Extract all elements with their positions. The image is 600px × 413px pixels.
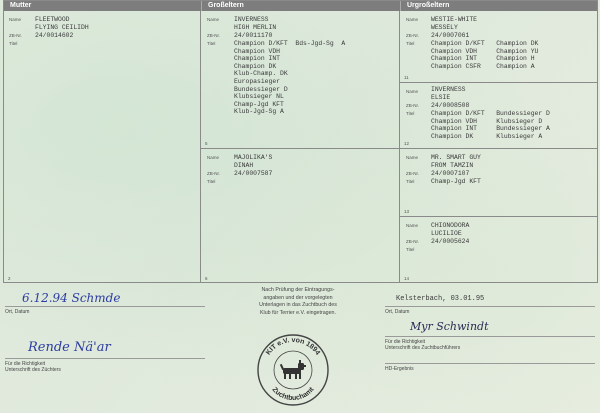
zb-label: ZB-Nr. <box>207 33 220 38</box>
grandparent-name-line1: INVERNESS <box>234 16 269 23</box>
greatgrandparent-cell <box>400 217 597 283</box>
greatgrandparent-name-line1: INVERNESS <box>431 86 466 93</box>
cell-number: 11 <box>404 75 409 80</box>
title-label: Titel <box>9 41 18 46</box>
greatgrandparent-name-line2: LUCILIOE <box>431 230 462 237</box>
grandparent-cell <box>201 149 399 283</box>
zb-label: ZB-Nr. <box>406 103 419 108</box>
name-label: Name <box>406 17 419 22</box>
title-label: Titel <box>406 247 415 252</box>
date-line-left <box>5 306 205 307</box>
header-grandparents: Großeltern <box>201 1 400 11</box>
typed-place-date: Kelsterbach, 03.01.95 <box>396 295 485 303</box>
pedigree-grid <box>3 0 598 283</box>
greatgrandparent-name-line2: WESSELY <box>431 24 458 31</box>
seal-text-top: KIT e.V. von 1894 <box>265 336 322 357</box>
grandparents-column <box>201 11 400 282</box>
title-label: Titel <box>207 41 216 46</box>
signature-line-left <box>5 358 205 359</box>
zb-label: ZB-Nr. <box>9 33 22 38</box>
fuer-richtigkeit-left: Für die Richtigkeit <box>5 361 46 367</box>
greatgrandparent-zb: 24/0008508 <box>431 102 470 109</box>
ort-datum-left: Ort, Datum <box>5 309 30 315</box>
name-label: Name <box>207 155 220 160</box>
grandparent-zb: 24/0011170 <box>234 32 273 39</box>
cell-number: 14 <box>404 276 410 281</box>
registration-note: Nach Prüfung der Eintragungs- angaben und der vorgelegten Unterlagen in das Zuchtbuch des Klub für Terrier e.V. eingetragen. <box>259 287 337 316</box>
greatgrandparent-name-line2: FROM TAMZIN <box>431 162 474 169</box>
handwritten-date: 6.12.94 Schmde <box>22 291 121 305</box>
greatgrandparent-titles: Champ-Jgd KFT <box>431 178 481 185</box>
mother-name-line2: FLYING CEILIDH <box>35 24 89 31</box>
mother-cell <box>4 11 200 283</box>
greatgrandparent-zb: 24/0007107 <box>431 170 470 177</box>
name-label: Name <box>207 17 220 22</box>
title-label: Titel <box>406 179 415 184</box>
svg-text:Zuchtbuchamt <box>270 386 315 402</box>
grandparent-zb: 24/0007587 <box>234 170 273 177</box>
name-label: Name <box>406 223 419 228</box>
cell-number: 2 <box>8 276 11 281</box>
title-label: Titel <box>406 111 415 116</box>
svg-text:KIT e.V. von 1894 <box>265 337 321 357</box>
zb-label: ZB-Nr. <box>207 171 220 176</box>
greatgrandparent-name-line1: MR. SMART GUY <box>431 154 481 161</box>
zb-label: ZB-Nr. <box>406 33 419 38</box>
title-label: Titel <box>406 41 415 46</box>
header-mother: Mutter <box>4 1 201 11</box>
name-label: Name <box>406 155 419 160</box>
name-label: Name <box>9 17 22 22</box>
greatgrandparent-cell <box>400 149 597 217</box>
cell-number: 5 <box>205 141 208 146</box>
zb-label: ZB-Nr. <box>406 171 419 176</box>
greatgrandparent-name-line2: ELSIE <box>431 94 451 101</box>
greatgrandparent-titles: Champion D/KFT Bundessieger D Champion VDH Klubsieger D Champion INT Bundessieger A Champion DK Klubsieger A <box>431 110 550 140</box>
grandparent-titles: Champion D/KFT Bds-Jgd-Sg A Champion VDH Champion INT Champion DK Klub-Champ. DK Europasieger Bundessieger D Klubsieger NL Champ-Jgd KFT Klub-Jgd-Sg A <box>234 40 346 116</box>
greatgrandparent-cell <box>400 83 597 149</box>
unterschrift-zuchtbuch: Unterschrift des Zuchtbuchführers <box>385 345 461 351</box>
mother-name-line1: FLEETWOOD <box>35 16 70 23</box>
registrar-signature: Myr Schwindt <box>410 320 489 333</box>
club-seal <box>255 332 331 408</box>
grandparent-name-line1: MAJOLIKA'S <box>234 154 273 161</box>
header-greatgrandparents: Urgroßeltern <box>400 1 597 11</box>
grandparent-cell <box>201 11 399 149</box>
cell-number: 6 <box>205 276 208 281</box>
greatgrandparent-zb: 24/0007061 <box>431 32 470 39</box>
cell-number: 12 <box>404 141 410 146</box>
greatgrandparent-cell <box>400 11 597 83</box>
name-label: Name <box>406 89 419 94</box>
cell-number: 13 <box>404 209 410 214</box>
breeder-signature: Rende Nä'ar <box>28 340 111 355</box>
zb-label: ZB-Nr. <box>406 239 419 244</box>
greatgrandparent-name-line1: CHIONODORA <box>431 222 470 229</box>
date-line-right <box>385 306 595 307</box>
grandparent-name-line2: DINAH <box>234 162 254 169</box>
terrier-silhouette-icon <box>280 360 306 379</box>
hd-ergebnis-label: HD-Ergebnis <box>385 366 414 372</box>
signature-line-right <box>385 336 595 337</box>
mother-column <box>4 11 201 282</box>
greatgrandparent-name-line1: WESTIE-WHITE <box>431 16 478 23</box>
grandparent-name-line2: HIGH MERLIN <box>234 24 277 31</box>
greatgrandparents-column <box>400 11 597 282</box>
greatgrandparent-zb: 24/0005624 <box>431 238 470 245</box>
mother-zb: 24/0014602 <box>35 32 74 39</box>
title-label: Titel <box>207 179 216 184</box>
hd-line <box>385 363 595 364</box>
fuer-richtigkeit-right: Für die Richtigkeit <box>385 339 426 345</box>
seal-text-bottom: Zuchtbuchamt <box>270 386 316 403</box>
ort-datum-right: Ort, Datum <box>385 309 410 315</box>
unterschrift-zuechter: Unterschrift des Züchters <box>5 367 61 373</box>
greatgrandparent-titles: Champion D/KFT Champion DK Champion VDH Champion YU Champion INT Champion H Champion CSFR Champion A <box>431 40 539 70</box>
